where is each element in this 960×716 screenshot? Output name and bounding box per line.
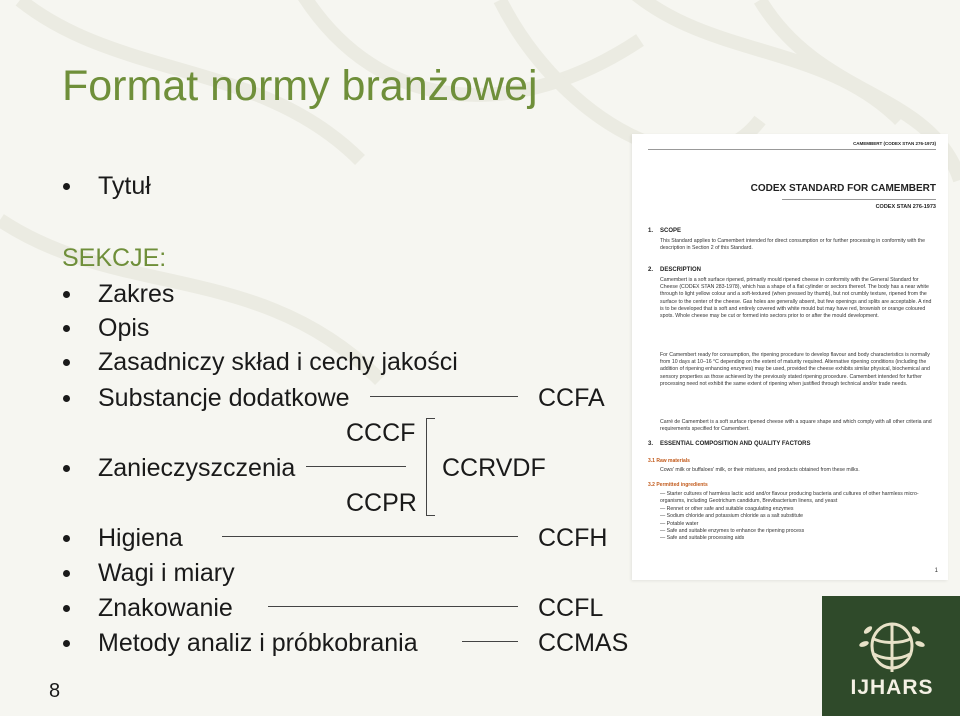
connector-line xyxy=(222,536,518,537)
doc-subheading: 3.1 Raw materials xyxy=(648,458,690,464)
item-description: Opis xyxy=(98,314,150,342)
item-methods: Metody analiz i próbkobrania xyxy=(98,629,418,657)
doc-paragraph: This Standard applies to Camembert intended for direct consumption or for further processing in conformity with the description in Section 2 of this Standard. xyxy=(660,238,925,252)
slide-number: 8 xyxy=(49,680,61,702)
slide-title: Format normy branżowej xyxy=(62,62,538,110)
item-weights: Wagi i miary xyxy=(98,559,235,587)
bracket xyxy=(426,418,435,516)
doc-paragraph: Camembert is a soft surface ripened, primarily mould ripened cheese in conformity with the General Standard for Cheese (CODEX STAN 283-1978), which has a shape of a flat cylinder or sectors thereof. The body has a near white through to light yellow colour and a soft-textured (when pressed by thumb), but not crumbly texture, ripened from the surface to the center of the cheese. Gas holes are generally absent, but few openings and splits are acceptable. A rind is to be developed that is soft and entirely covered with white mould but may have red, brownish or orange coloured spots. Whole cheese may be cut or formed into sectors prior to or after the mould development. xyxy=(660,277,932,320)
connector-line xyxy=(462,641,518,642)
bullet xyxy=(63,291,70,298)
bullet xyxy=(63,183,70,190)
doc-title: CODEX STANDARD FOR CAMEMBERT xyxy=(750,183,936,194)
connector-line xyxy=(370,396,518,397)
bullet xyxy=(63,395,70,402)
bullet xyxy=(63,359,70,366)
doc-section-heading: 1. SCOPE xyxy=(648,228,682,234)
list-item: — Starter cultures of harmless lactic acid and/or flavour producing bacteria and cultures of other harmless micro-organisms, including Geotrichum candidum, Brevibacterium linens, and yeast xyxy=(660,491,932,506)
doc-paragraph: Carré de Camembert is a soft surface ripened cheese with a square shape and which comply with all other criteria and requirements specified for Camembert. xyxy=(660,419,932,433)
bullet xyxy=(63,605,70,612)
committee-ccmas: CCMAS xyxy=(538,629,629,657)
bullet xyxy=(63,325,70,332)
doc-section-heading: 2. DESCRIPTION xyxy=(648,267,702,273)
item-contaminants: Zanieczyszczenia xyxy=(98,454,296,482)
list-item: — Safe and suitable enzymes to enhance the ripening process xyxy=(660,528,932,535)
item-composition: Zasadniczy skład i cechy jakości xyxy=(98,348,458,376)
bullet xyxy=(63,570,70,577)
list-item: — Sodium chloride and potassium chloride as a salt substitute xyxy=(660,513,932,520)
item-hygiene: Higiena xyxy=(98,524,183,552)
item-scope: Zakres xyxy=(98,280,175,308)
item-labelling: Znakowanie xyxy=(98,594,233,622)
bullet xyxy=(63,535,70,542)
doc-section-heading: 3. ESSENTIAL COMPOSITION AND QUALITY FACTORS xyxy=(648,441,811,447)
list-item: — Potable water xyxy=(660,521,932,528)
list-item: — Safe and suitable processing aids xyxy=(660,535,932,542)
doc-ingredient-list xyxy=(660,491,932,543)
item-title: Tytuł xyxy=(98,172,151,200)
committee-ccfa: CCFA xyxy=(538,384,605,412)
doc-subheading: 3.2 Permitted ingredients xyxy=(648,482,708,488)
connector-line xyxy=(306,466,406,467)
committee-ccpr: CCPR xyxy=(346,489,417,517)
item-additives: Substancje dodatkowe xyxy=(98,384,350,412)
sections-label: SEKCJE: xyxy=(62,244,167,272)
bullet xyxy=(63,640,70,647)
list-item: — Rennet or other safe and suitable coagulating enzymes xyxy=(660,506,932,513)
doc-paragraph: For Camembert ready for consumption, the ripening procedure to develop flavour and body characteristics is normally from 10 days at 10–16 °C depending on the extent of maturity required. Alternative ripening conditions (including the addition of ripening enhancing enzymes) may be used, provided the cheese exhibits similar physical, biochemical and sensory properties as those achieved by the previously stated ripening procedure. Camembert intended for further processing need not exhibit the same extent of ripening when justified through technical and/or trade needs. xyxy=(660,352,930,387)
doc-rule xyxy=(782,199,936,200)
doc-page-number: 1 xyxy=(934,568,938,574)
doc-code: CODEX STAN 276-1973 xyxy=(875,204,936,210)
codex-document xyxy=(632,134,948,580)
doc-header: CAMEMBERT (CODEX STAN 276-1973) xyxy=(853,141,936,146)
doc-paragraph: Cows' milk or buffaloes' milk, or their mixtures, and products obtained from these milks. xyxy=(660,467,860,473)
committee-ccfh: CCFH xyxy=(538,524,608,552)
doc-rule xyxy=(648,149,936,150)
committee-ccfl: CCFL xyxy=(538,594,604,622)
bullet xyxy=(63,465,70,472)
committee-ccrvdf: CCRVDF xyxy=(442,454,546,482)
committee-cccf: CCCF xyxy=(346,419,416,447)
logo-text: IJHARS xyxy=(850,676,934,699)
connector-line xyxy=(268,606,518,607)
